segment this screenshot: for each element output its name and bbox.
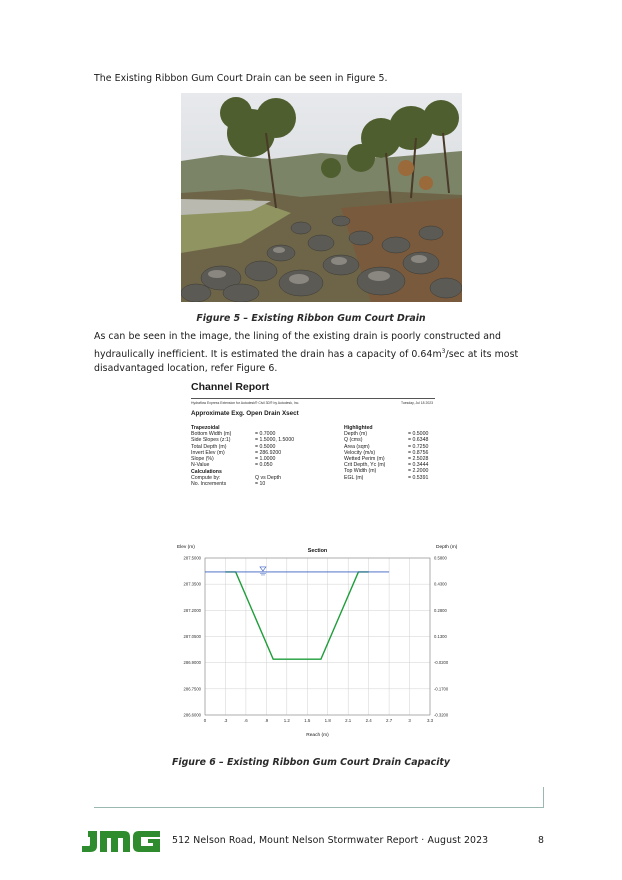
body-text-part2: /sec at its most disadvantaged location, refer Figure 6. [94, 348, 519, 375]
channel-report [188, 380, 436, 492]
left-label: Side Slopes (z:1) [191, 437, 231, 444]
body-paragraph [94, 330, 534, 377]
section-chart [160, 537, 460, 747]
y-left-axis-label: Elev (m) [177, 545, 195, 550]
calc-row [191, 481, 331, 487]
calc-label: No. Increments [191, 481, 227, 488]
section-chart-svg [160, 537, 460, 747]
calc-rows [191, 475, 331, 487]
calc-value: Q vs Depth [255, 475, 281, 482]
left-label: Slope (%) [191, 455, 214, 462]
x-tick-label: .9 [264, 718, 269, 723]
right-value: = 0.5391 [408, 474, 429, 481]
x-axis-label: Reach (m) [306, 733, 329, 738]
left-value: = 1.0000 [255, 455, 276, 462]
right-value: = 0.3444 [408, 462, 429, 469]
chart-title: Section [307, 548, 328, 554]
body-text-part1: As can be seen in the image, the lining of the existing drain is poorly constructed and hydraulically inefficient. It is estimated the drain has a capacity of 0.64m [94, 331, 502, 360]
report-heading: Approximate Exg. Open Drain Xsect [191, 410, 299, 417]
x-tick-label: 2.7 [386, 718, 393, 723]
page-number: 8 [538, 835, 544, 846]
x-tick-label: 0 [203, 718, 207, 723]
jmg-logo-image [80, 828, 162, 854]
y-left-tick-label: 286.6000 [183, 712, 201, 718]
calc-section-title: Calculations [191, 468, 222, 475]
x-tick-label: 2.4 [365, 718, 372, 723]
left-section-title: Trapezoidal [191, 425, 220, 431]
report-right-block [344, 425, 436, 481]
footer-text: 512 Nelson Road, Mount Nelson Stormwater Report · August 2023 [172, 835, 489, 846]
left-label: N-Value [191, 462, 210, 469]
left-value: = 0.050 [255, 462, 273, 469]
report-date: Tuesday, Jul 18 2023 [400, 401, 433, 405]
calc-label: Compute by: [191, 475, 221, 482]
x-tick-label: 1.2 [283, 718, 290, 723]
y-left-tick-label: 286.9000 [183, 660, 201, 666]
right-rows [344, 431, 436, 481]
x-tick-label: 3.3 [426, 718, 434, 723]
figure-5-caption: Figure 5 – Existing Ribbon Gum Court Drain [196, 313, 426, 324]
calc-value: = 10 [255, 481, 266, 488]
left-rows [191, 431, 331, 468]
right-label: Q (cms) [344, 437, 363, 444]
water-surface-marker [260, 567, 266, 571]
series-line-channel [225, 572, 368, 659]
right-label: Wetted Perim (m) [344, 455, 385, 462]
report-left-block [191, 425, 331, 487]
y-right-tick-label: 0.2800 [434, 607, 447, 613]
x-tick-label: 1.5 [304, 718, 311, 723]
footer-divider-tick [543, 787, 544, 808]
report-title: Channel Report [191, 381, 270, 393]
x-tick-label: 1.8 [324, 718, 331, 723]
y-right-tick-label: 0.5800 [434, 555, 447, 561]
footer-divider [94, 807, 544, 808]
right-value: = 0.7250 [408, 443, 429, 450]
right-label: EGL (m) [344, 474, 364, 481]
left-label: Total Depth (m) [191, 443, 227, 450]
left-value: = 286.9200 [255, 449, 282, 456]
intro-paragraph: The Existing Ribbon Gum Court Drain can be seen in Figure 5. [94, 73, 388, 84]
x-tick-label: .6 [244, 718, 248, 723]
report-software: Hydraflow Express Extension for Autodesk® Civil 3D® by Autodesk, Inc. [191, 401, 300, 405]
y-left-tick-label: 287.5000 [183, 555, 201, 561]
right-label: Velocity (m/s) [344, 449, 376, 456]
drain-photo-image [181, 93, 462, 302]
body-text-superscript: 3 [441, 347, 446, 355]
left-value: = 0.7000 [255, 431, 276, 438]
report-divider [191, 398, 435, 399]
figure-6-caption: Figure 6 – Existing Ribbon Gum Court Drain Capacity [171, 757, 451, 768]
right-value: = 0.6348 [408, 437, 429, 444]
left-value: = 0.5000 [255, 443, 276, 450]
drain-photo [181, 93, 462, 302]
right-value: = 0.5000 [408, 431, 429, 438]
y-right-tick-label: 0.4300 [434, 581, 447, 587]
jmg-logo [80, 828, 162, 858]
x-tick-label: 3 [408, 718, 411, 723]
right-value: = 2.2000 [408, 468, 429, 475]
y-left-tick-label: 286.7500 [183, 686, 201, 692]
right-label: Area (sqm) [344, 443, 370, 450]
right-row [344, 475, 436, 481]
y-left-tick-label: 287.3500 [183, 581, 201, 587]
left-value: = 1.5000, 1.5000 [255, 437, 295, 444]
left-label: Bottom Width (m) [191, 431, 232, 438]
y-right-tick-label: -0.0200 [434, 660, 449, 666]
y-right-tick-label: -0.3200 [434, 712, 449, 718]
y-right-tick-label: -0.1700 [434, 686, 449, 692]
right-label: Depth (m) [344, 431, 368, 438]
left-label: Invert Elev (m) [191, 449, 225, 456]
y-right-tick-label: 0.1300 [434, 634, 447, 639]
y-left-tick-label: 287.0500 [183, 634, 201, 639]
x-tick-label: 2.1 [345, 718, 352, 723]
right-section-title: Highlighted [344, 425, 373, 431]
left-row [191, 462, 331, 468]
y-right-axis-label: Depth (m) [436, 545, 458, 550]
right-value: = 2.5028 [408, 455, 429, 462]
right-label: Top Width (m) [344, 468, 377, 475]
right-label: Crit Depth, Yc (m) [344, 462, 386, 469]
right-value: = 0.8756 [408, 449, 429, 456]
x-tick-label: .3 [223, 718, 228, 723]
y-left-tick-label: 287.2000 [183, 607, 201, 613]
